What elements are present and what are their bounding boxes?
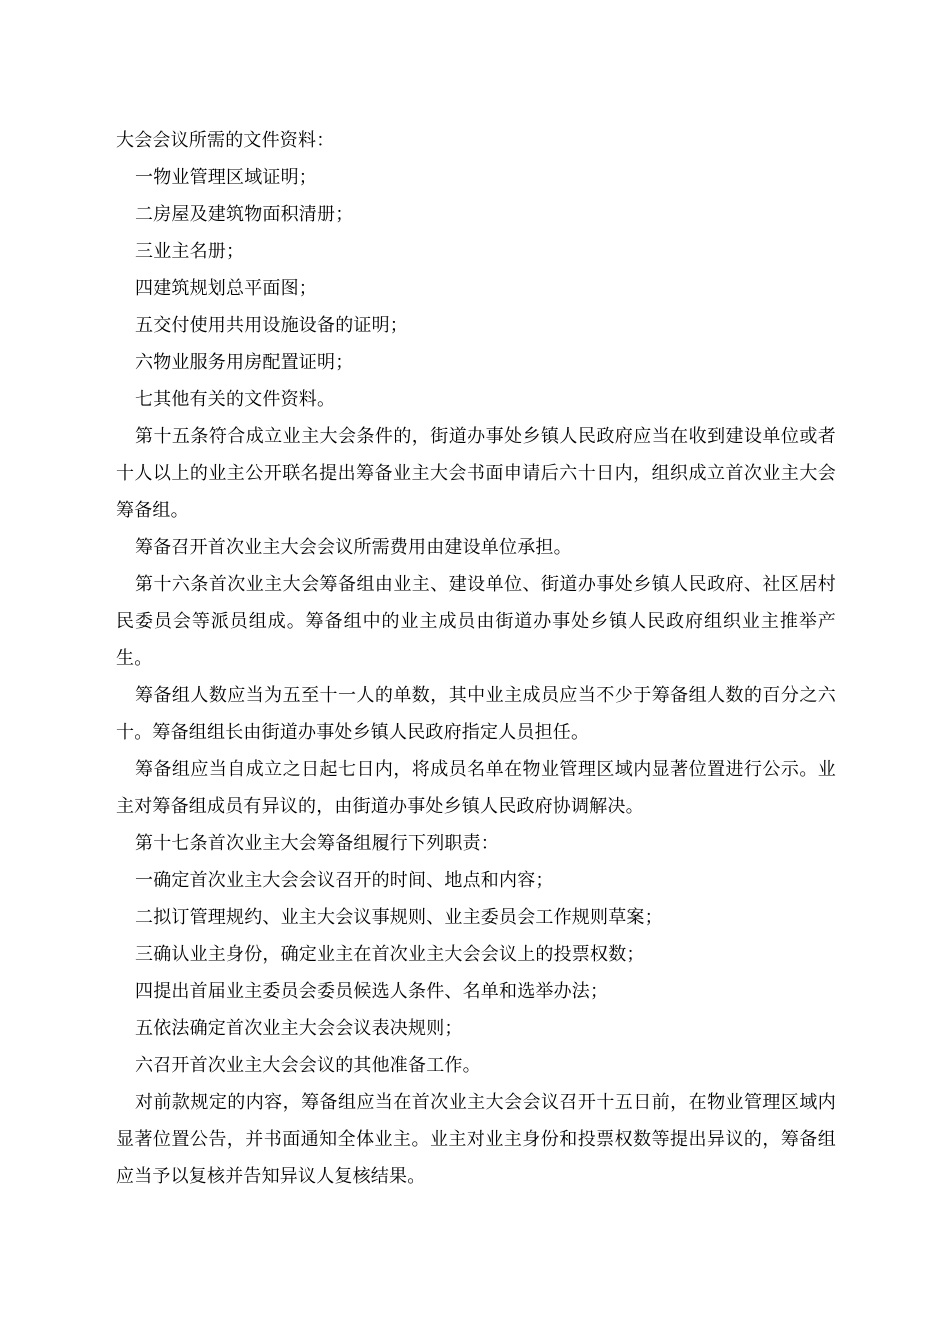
paragraph-0: 大会会议所需的文件资料： — [116, 130, 335, 151]
paragraph-group-size: 筹备组人数应当为五至十一人的单数，其中业主成员应当不少于筹备组人数的百分之六十。筹备组组长由街道办事处乡镇人民政府指定人员担任。 — [116, 685, 836, 743]
paragraph-announcement: 对前款规定的内容，筹备组应当在首次业主大会会议召开十五日前，在物业管理区域内显著位置公告，并书面通知全体业主。业主对业主身份和投票权数等提出异议的，筹备组应当予以复核并告知异议人复核结果。 — [116, 1092, 836, 1187]
duty-item-3: 三确认业主身份，确定业主在首次业主大会会议上的投票权数； — [135, 944, 645, 965]
list-item-7: 七其他有关的文件资料。 — [135, 389, 336, 410]
duty-item-4: 四提出首届业主委员会委员候选人条件、名单和选举办法； — [135, 981, 609, 1002]
duty-item-1: 一确定首次业主大会会议召开的时间、地点和内容； — [135, 870, 554, 891]
list-item-3: 三业主名册； — [135, 241, 245, 262]
article-17: 第十七条首次业主大会筹备组履行下列职责： — [135, 833, 499, 854]
duty-item-6: 六召开首次业主大会会议的其他准备工作。 — [135, 1055, 481, 1076]
article-16: 第十六条首次业主大会筹备组由业主、建设单位、街道办事处乡镇人民政府、社区居村民委员会等派员组成。筹备组中的业主成员由街道办事处乡镇人民政府组织业主推举产生。 — [116, 574, 836, 669]
list-item-6: 六物业服务用房配置证明； — [135, 352, 354, 373]
paragraph-publicity: 筹备组应当自成立之日起七日内，将成员名单在物业管理区域内显著位置进行公示。业主对筹备组成员有异议的，由街道办事处乡镇人民政府协调解决。 — [116, 759, 836, 817]
list-item-1: 一物业管理区域证明； — [135, 167, 317, 188]
list-item-4: 四建筑规划总平面图； — [135, 278, 317, 299]
duty-item-5: 五依法确定首次业主大会会议表决规则； — [135, 1018, 463, 1039]
duty-item-2: 二拟订管理规约、业主大会议事规则、业主委员会工作规则草案； — [135, 907, 663, 928]
list-item-2: 二房屋及建筑物面积清册； — [135, 204, 354, 225]
article-15: 第十五条符合成立业主大会条件的，街道办事处乡镇人民政府应当在收到建设单位或者十人以上的业主公开联名提出筹备业主大会书面申请后六十日内，组织成立首次业主大会筹备组。 — [116, 426, 836, 521]
list-item-5: 五交付使用共用设施设备的证明； — [135, 315, 408, 336]
document-body — [116, 122, 836, 1195]
paragraph-cost: 筹备召开首次业主大会会议所需费用由建设单位承担。 — [135, 537, 572, 558]
